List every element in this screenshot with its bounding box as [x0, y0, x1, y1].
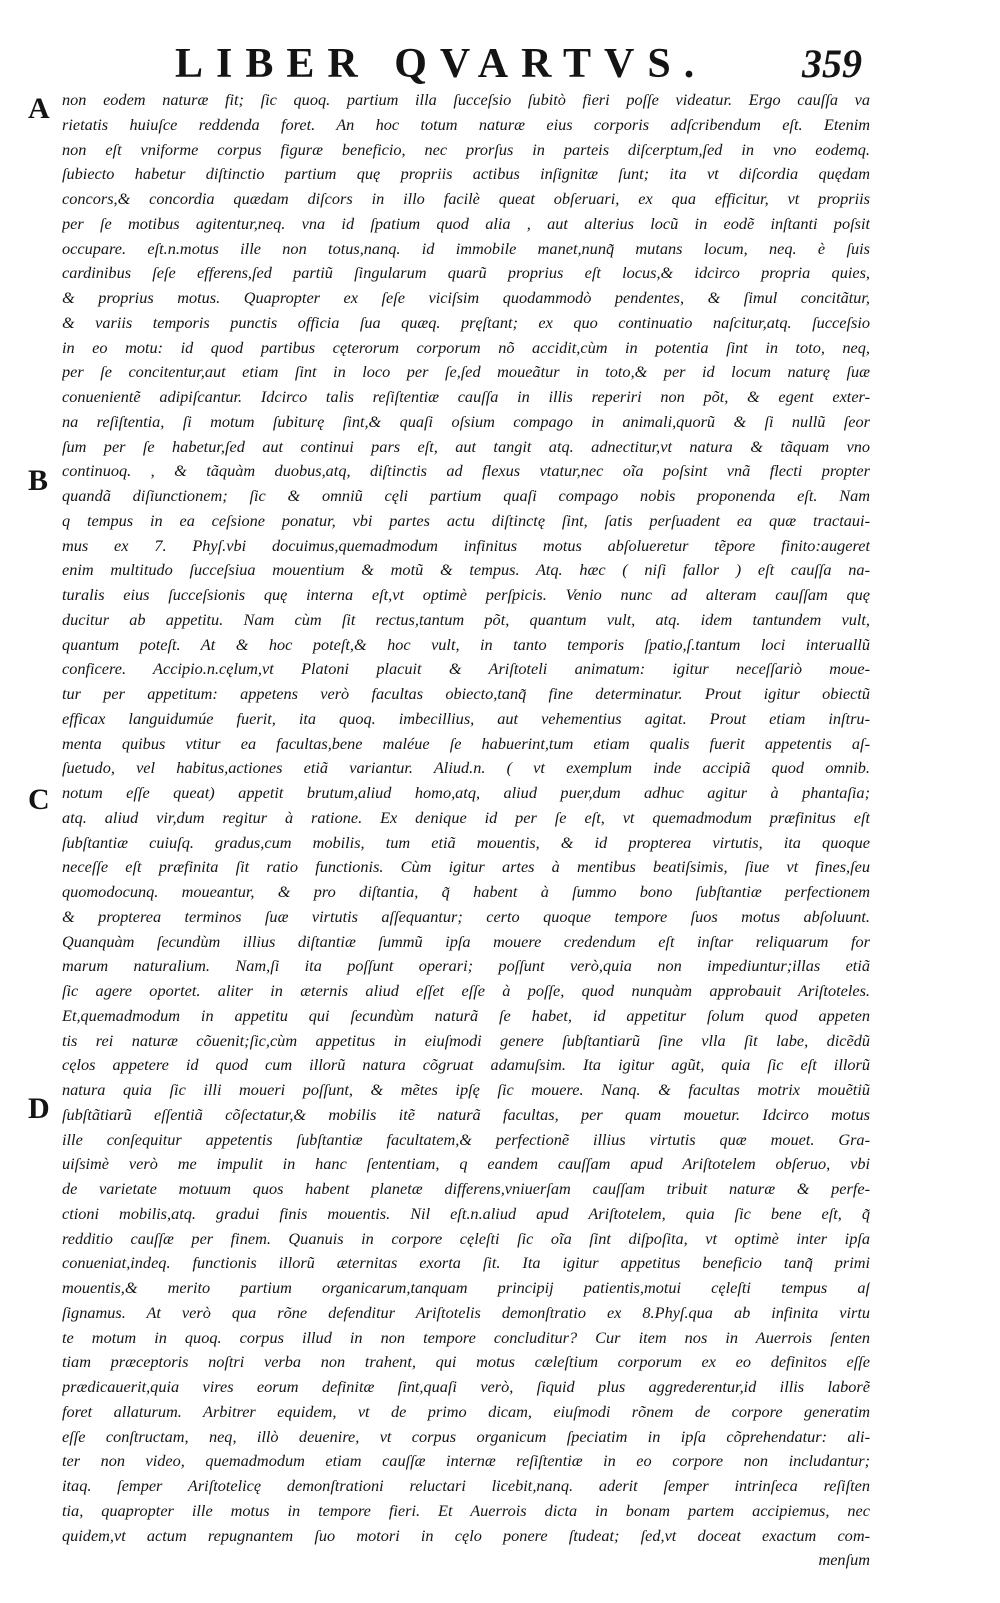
- running-title: LIBER QVARTVS.: [175, 41, 708, 87]
- text-line: redditio cauſſæ per finem. Quanuis in corpore cęleſti ſic oĩa ſint diſpoſita, vt optimè inter ipſa: [62, 1228, 870, 1248]
- text-line: ſubiecto habetur diſtinctio partium quę propriis actibus inſignitæ ſunt; ita vt diſcordia quędam: [62, 164, 870, 184]
- text-line: cęlos appetere id quod cum illorũ natura cõgruat adamuſsim. Ita igitur agũt, quia ſic eſt illorũ: [62, 1055, 870, 1075]
- text-line: Et,quemadmodum in appetitu qui ſecundùm naturã ſe habet, id appetitur ſolum quod appeten: [62, 1005, 870, 1025]
- text-line: mus ex 7. Phyſ.vbi docuimus,quemadmodum infinitus motus abſolueretur tẽpore finito:augeret: [62, 535, 870, 555]
- text-line: ille conſequitur appetentis ſubſtantiæ facultatem,& perfectionẽ illius virtutis quæ mouet. Gra-: [62, 1129, 870, 1149]
- text-line: quantum poteſt. At & hoc poteſt,& hoc vult, in tanto temporis ſpatio,ſ.tantum loci interuallũ: [62, 634, 870, 654]
- margin-letter-d: D: [28, 1092, 50, 1125]
- text-line: conficere. Accipio.n.cęlum,vt Platoni placuit & Ariſtoteli animatum: igitur neceſſariò moue-: [62, 659, 870, 679]
- text-line: eſſe conſtructam, neq, illò deuenire, vt corpus organicum ſpeciatim in ipſa cõprehendatur: ali-: [62, 1426, 870, 1446]
- text-line: mouentis,& merito partium organicarum,tanquam principij patientis,motui cęleſti tempus aſ: [62, 1278, 870, 1297]
- margin-letter-c: C: [28, 783, 50, 816]
- text-line: ſic agere oportet. aliter in æternis aliud eſſet eſſe à poſſe, quod nunquàm approbauit Ariſtoteles.: [62, 981, 870, 1000]
- folio-number: 359: [802, 41, 862, 86]
- text-line: na reſiſtentia, ſi motum ſubiturę ſint,& quaſi oſsium compago in animali,quorũ & ſi nullũ ſeor: [62, 411, 870, 431]
- text-line: non eodem naturæ fit; ſic quoq. partium illa ſucceſsio ſubitò fieri poſſe videatur. Ergo cauſſa va: [62, 90, 870, 109]
- text-line: ſignamus. At verò qua rõne defenditur Ariſtotelis demonſtratio ex 8.Phyſ.qua ab infinita virtu: [62, 1302, 870, 1322]
- text-line: quidem,vt actum repugnantem ſuo motori in cęlo ponere ſtudeat; ſed,vt doceat exactum com-: [62, 1525, 870, 1545]
- text-line: efficax languidumúe fuerit, ita quoq. imbecillius, aut vehementius agitat. Prout etiam inſtru-: [62, 708, 870, 728]
- text-line: tis rei naturæ cõuenit;ſic,cùm appetitus in eiuſmodi genere ſubſtantiarũ ſine vlla ſit labe, dicẽdũ: [62, 1030, 870, 1050]
- running-head: [0, 28, 1000, 88]
- text-line: tur per appetitum: appetens verò facultas obiecto,tanq̃ fine determinatur. Prout igitur obiectũ: [62, 684, 870, 703]
- text-line: prædicauerit,quia vires eorum definitæ ſint,quaſi verò, ſiquid plus aggrederentur,id illis laborẽ: [62, 1377, 870, 1396]
- text-line: ſuetudo, vel habitus,actiones etiã variantur. Aliud.n. ( vt exemplum inde accipiã quod omnib.: [62, 758, 870, 778]
- text-line: conueniat,indeq. functionis illorũ æternitas exorta ſit. Ita igitur appetitus beneficio tanq̃ primi: [62, 1253, 870, 1273]
- text-line: & variis temporis punctis officia ſua quæq. pręſtant; ex quo continuatio naſcitur,atq. ſucceſsio: [62, 312, 870, 332]
- text-line: natura quia ſic illi moueri poſſunt, & mẽtes ipſę ſic mouere. Nanq. & facultas motrix mouẽtiũ: [62, 1080, 870, 1099]
- text-line: itaq. ſemper Ariſtotelicę demonſtrationi reluctari licebit,nanq. aderit ſemper intrinſeca reſiſten: [62, 1476, 870, 1495]
- text-line: concors,& concordia quædam diſcors in illo facilè queat obſeruari, ex qua efficitur, vt propriis: [62, 189, 870, 208]
- text-line: marum naturalium. Nam,ſi ita poſſunt operari; poſſunt verò,quia non impediuntur;illas etiã: [62, 956, 870, 976]
- text-line: per ſe motibus agitentur,neq. vna id ſpatium quod alia , aut alterius locũ in eodẽ inſtanti poſsit: [62, 213, 870, 233]
- text-line: tia, quapropter ille motus in tempore fieri. Et Auerrois dicta in bonam partem accipiemus, nec: [62, 1500, 870, 1520]
- text-line: rietatis huiuſce reddenda foret. An hoc totum naturæ eius corporis adſcribendum eſt. Etenim: [62, 114, 870, 134]
- text-line: Quanquàm ſecundùm illius diſtantiæ ſummũ ipſa mouere credendum eſt inſtar reliquarum for: [62, 931, 870, 951]
- text-line: & proprius motus. Quapropter ex ſeſe viciſsim quodammodò pendentes, & ſimul concitãtur,: [62, 288, 870, 307]
- text-line: cardinibus ſeſe efferens,ſed partiũ ſingularum quarũ proprius eſt locus,& idcirco propria quies,: [62, 263, 870, 283]
- text-line: ter non video, quemadmodum etiam cauſſæ internæ reſiſtentiæ in eo corpore non includantur;: [62, 1451, 870, 1471]
- text-line: & propterea terminos ſuæ virtutis aſſequantur; certo quoque tempore ſuos motus abſoluunt.: [62, 906, 870, 926]
- text-line: quandã diſiunctionem; ſic & omniũ cęli partium quaſi compago nobis proponenda eſt. Nam: [62, 486, 870, 505]
- text-line: continuoq. , & tãquàm duobus,atq, diſtinctis ad flexus vtatur,nec oĩa poſsint vnã flecti propter: [62, 461, 870, 481]
- text-line: turalis eius ſucceſsionis quę interna eſt,vt optimè perſpicis. Venio nunc ad alteram cauſſam quę: [62, 585, 870, 604]
- text-line: non eſt vniforme corpus figuræ beneficio, nec prorſus in parteis diſcerptum,ſed in vno eodemq.: [62, 139, 870, 159]
- text-line: tiam præceptoris noſtri verba non trahent, qui motus cæleſtium corporum ex eo definitos eſſe: [62, 1352, 870, 1372]
- text-line: q tempus in ea ceſsione ponatur, vbi partes actu diſtinctę ſint, ſatis perſuadent ea quæ tractaui-: [62, 510, 870, 530]
- text-line: per ſe concitentur,aut etiam ſint in loco per ſe,ſed moueãtur in toto,& per id locum naturę ſuæ: [62, 362, 870, 382]
- text-line: quomodocunq. moueantur, & pro diſtantia, q̃ habent à ſummo bono ſubſtantiæ perfectionem: [62, 882, 870, 901]
- text-line: conuenientẽ adipiſcantur. Idcirco talis reſiſtentiæ cauſſa in illis reperiri non põt, & egent exter-: [62, 387, 870, 406]
- text-line: ſubſtantiæ cuiuſq. gradus,cum mobilis, tum etiã mouentis, & id propterea virtutis, ita quoque: [62, 832, 870, 852]
- text-line: te motum in quoq. corpus illud in non tempore concluditur? Cur item nos in Auerrois ſenten: [62, 1327, 870, 1347]
- text-line: notum eſſe queat) appetit brutum,aliud homo,atq, aliud puer,dum adhuc agitur à phantaſia;: [62, 783, 870, 802]
- text-line: neceſſe eſt præfinita ſit ratio functionis. Cùm igitur artes à mentibus beatiſsimis, ſiue vt fines,ſeu: [62, 857, 870, 877]
- body-text: [62, 88, 870, 1573]
- text-line: ducitur ab appetitu. Nam cùm ſit rectus,tantum põt, quantum vult, atq. idem tantundem vult,: [62, 609, 870, 629]
- text-line: in eo motu: id quod partibus cęterorum corporum nõ accidit,cùm in potentia ſint in toto, neq,: [62, 337, 870, 357]
- margin-letter-b: B: [28, 464, 49, 497]
- margin-letter-a: A: [28, 92, 50, 125]
- text-line: menta quibus vtitur ea facultas,bene maléue ſe habuerint,tum etiam qualis fuerit appetentis aſ-: [62, 733, 870, 753]
- text-line: de varietate motuum quos habent planetæ differens,vniuerſam cauſſam tribuit naturæ & perfe-: [62, 1179, 870, 1198]
- text-line: enim multitudo ſucceſsiua mouentium & motũ & tempus. Atq. hæc ( niſi fallor ) eſt cauſſa na-: [62, 560, 870, 580]
- text-line: atq. aliud vir,dum regitur à ratione. Ex denique id per ſe eſt, vt quemadmodum præfinitus eſt: [62, 807, 870, 827]
- text-line: foret allaturum. Arbitrer equidem, vt de primo dicam, eiuſmodi rõnem de corpore generatim: [62, 1401, 870, 1421]
- text-line: occupare. eſt.n.motus ille non totus,nanq. id immobile manet,nunq̃ mutans locum, neq. è ſuis: [62, 238, 870, 258]
- text-line: menſum: [818, 1550, 870, 1570]
- text-line: ctioni mobilis,atq. gradui finis mouentis. Nil eſt.n.aliud apud Ariſtotelem, quia ſic bene eſt, q̃: [62, 1203, 870, 1223]
- text-line: ſubſtãtiarũ eſſentiã cõſectatur,& mobilis itẽ naturã facultas, per quam mouetur. Idcirco motus: [62, 1104, 870, 1124]
- text-line: uiſsimè verò me impulit in hanc ſententiam, q eandem cauſſam apud Ariſtotelem obſeruo, vbi: [62, 1154, 870, 1174]
- text-line: ſum per ſe habetur,ſed aut continui pars eſt, aut tangit atq. adnectitur,vt natura & tãquam vno: [62, 436, 870, 456]
